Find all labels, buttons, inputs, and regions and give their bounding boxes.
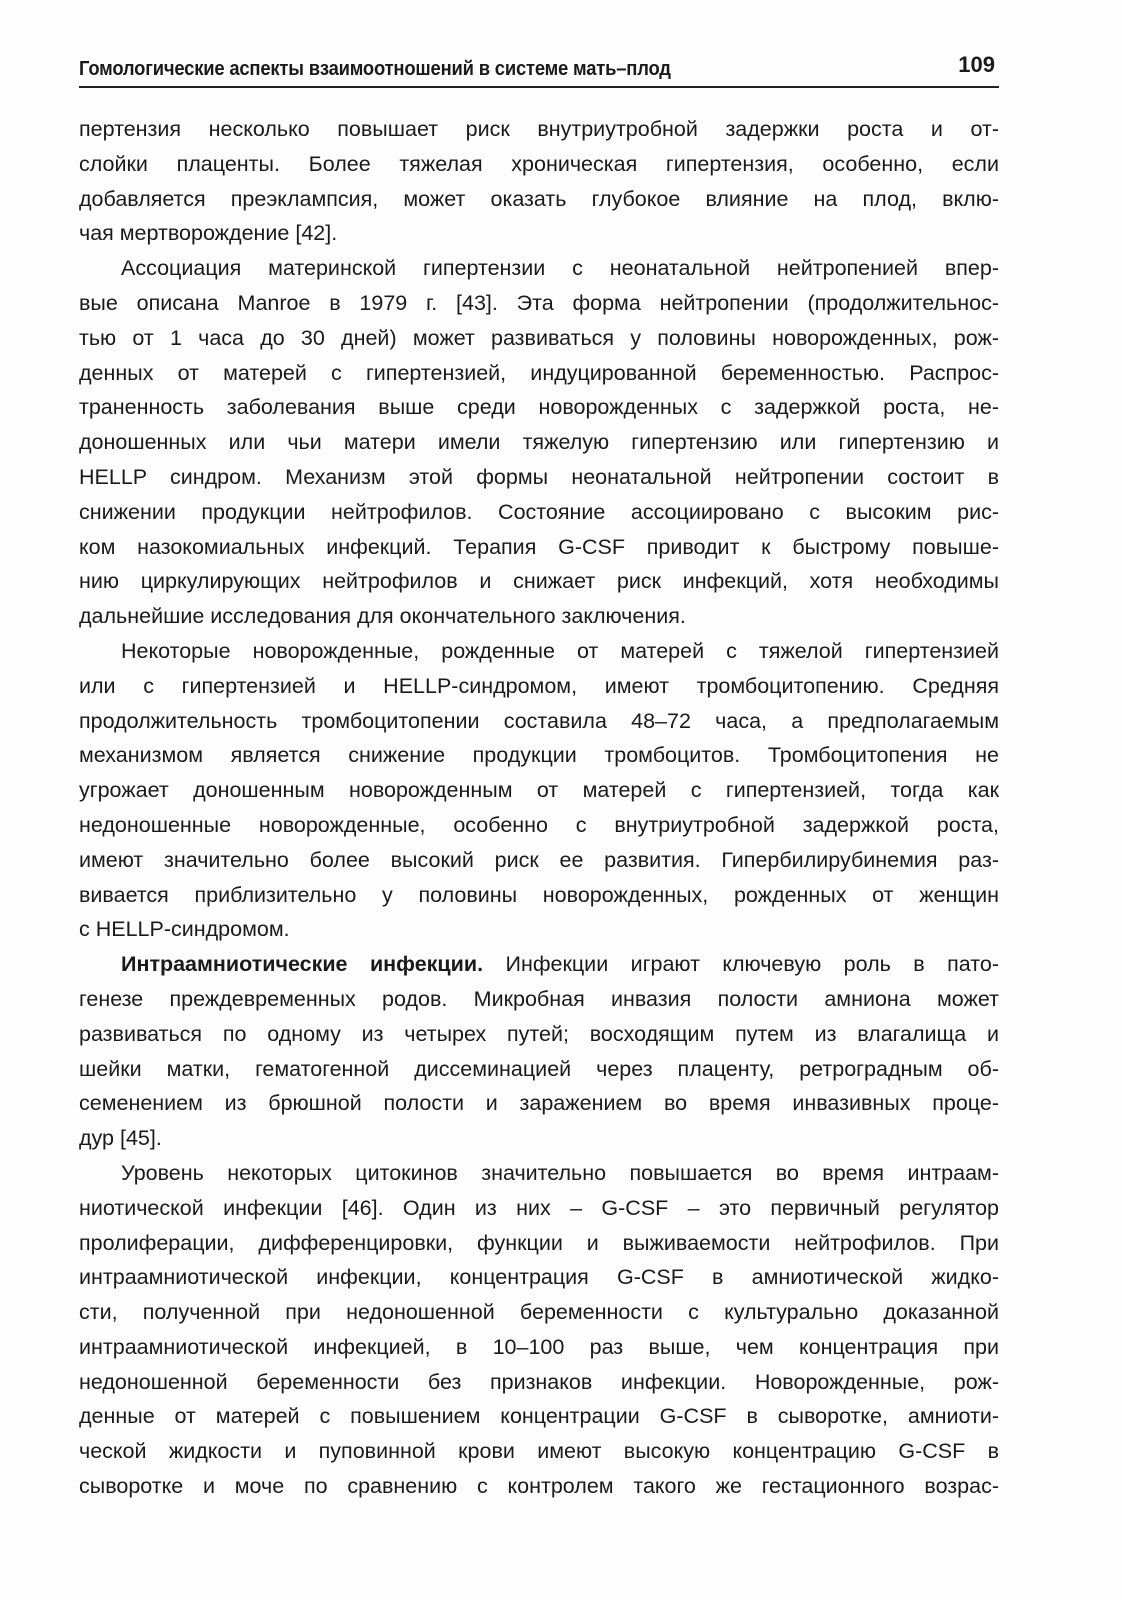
text-line: чая мертворождение [42]. <box>79 221 338 246</box>
paragraph-cytokines <box>79 1156 999 1504</box>
paragraph-intraamniotic-infections <box>79 947 999 1156</box>
text-line: механизмом является снижение продукции тромбоцитов. Тромбоцитопения не <box>79 743 999 768</box>
text-line: имеют значительно более высокий риск ее развития. Гипербилирубинемия раз- <box>79 847 999 872</box>
running-header <box>79 50 999 88</box>
text-line: Ассоциация материнской гипертензии с неонатальной нейтропенией впер- <box>121 256 999 281</box>
text-line: Некоторые новорожденные, рожденные от матерей с тяжелой гипертензией <box>121 638 999 663</box>
text-line: пертензия несколько повышает риск внутриутробной задержки роста и от- <box>79 117 999 141</box>
text-line: тью от 1 часа до 30 дней) может развиваться у половины новорожденных, рож- <box>79 325 999 350</box>
text-line: интраамниотической инфекцией, в 10–100 раз выше, чем концентрация при <box>79 1334 999 1359</box>
text-line: продолжительность тромбоцитопении составила 48–72 часа, а предполагаемым <box>79 708 999 733</box>
text-line: недоношенные новорожденные, особенно с внутриутробной задержкой роста, <box>79 812 999 837</box>
paragraph-continuation <box>79 112 999 251</box>
text-line: угрожает доношенным новорожденным от матерей с гипертензией, тогда как <box>79 778 999 803</box>
text-line: развиваться по одному из четырех путей; восходящим путем из влагалища и <box>79 1021 999 1046</box>
text-line: ческой жидкости и пуповинной крови имеют высокую концентрацию G-CSF в <box>79 1439 999 1464</box>
section-run-in-heading: Интраамниотические инфекции. <box>121 952 484 977</box>
text-line: HELLP синдром. Механизм этой формы неонатальной нейтропении состоит в <box>79 464 999 489</box>
text-line: денные от матерей с повышением концентрации G-CSF в сыворотке, амниоти- <box>79 1404 999 1429</box>
text-line: сти, полученной при недоношенной беременности с культурально доказанной <box>79 1300 999 1325</box>
text-line: или с гипертензией и HELLP-синдромом, имеют тромбоцитопению. Средняя <box>79 673 999 698</box>
text-line: снижении продукции нейтрофилов. Состояние ассоциировано с высоким рис- <box>79 499 999 524</box>
text-line: семенением из брюшной полости и заражением во время инвазивных проце- <box>79 1091 999 1116</box>
text-line: дур [45]. <box>79 1126 162 1151</box>
text-line: траненность заболевания выше среди новорожденных с задержкой роста, не- <box>79 395 999 420</box>
text-line: Уровень некоторых цитокинов значительно повышается во время интраам- <box>121 1160 999 1185</box>
text-run: Инфекции играют ключевую роль в пато- <box>483 952 999 977</box>
body-text <box>79 112 999 1504</box>
text-line: нию циркулирующих нейтрофилов и снижает риск инфекций, хотя необходимы <box>79 569 999 594</box>
paragraph-neutropenia <box>79 251 999 634</box>
text-line: генезе преждевременных родов. Микробная инвазия полости амниона может <box>79 986 999 1011</box>
text-line: вые описана Manroe в 1979 г. [43]. Эта форма нейтропении (продолжительнос- <box>79 290 999 315</box>
text-line: ниотической инфекции [46]. Один из них – G-CSF – это первичный регулятор <box>79 1195 999 1220</box>
text-line: слойки плаценты. Более тяжелая хроническая гипертензия, особенно, если <box>79 151 999 176</box>
text-line: шейки матки, гематогенной диссеминацией через плаценту, ретроградным об- <box>79 1056 999 1081</box>
text-line: с HELLP-синдромом. <box>79 917 290 942</box>
text-line: ком назокомиальных инфекций. Терапия G-CSF приводит к быстрому повыше- <box>79 534 999 559</box>
text-line: вивается приблизительно у половины новорожденных, рожденных от женщин <box>79 882 999 907</box>
text-line: добавляется преэклампсия, может оказать глубокое влияние на плод, вклю- <box>79 186 999 211</box>
text-line: доношенных или чьи матери имели тяжелую гипертензию или гипертензию и <box>79 430 999 455</box>
text-line: пролиферации, дифференцировки, функции и выживаемости нейтрофилов. При <box>79 1230 999 1255</box>
text-line <box>79 947 999 982</box>
running-title: Гомологические аспекты взаимоотношений в системе мать–плод <box>79 58 671 80</box>
text-line: недоношенной беременности без признаков инфекции. Новорожденные, рож- <box>79 1369 999 1394</box>
text-line: интраамниотической инфекции, концентрация G-CSF в амниотической жидко- <box>79 1265 999 1290</box>
paragraph-thrombocytopenia <box>79 634 999 947</box>
text-line: сыворотке и моче по сравнению с контролем такого же гестационного возрас- <box>79 1474 999 1499</box>
text-line: денных от матерей с гипертензией, индуцированной беременностью. Распрос- <box>79 360 999 385</box>
text-line: дальнейшие исследования для окончательного заключения. <box>79 604 686 629</box>
page-number: 109 <box>958 52 995 77</box>
